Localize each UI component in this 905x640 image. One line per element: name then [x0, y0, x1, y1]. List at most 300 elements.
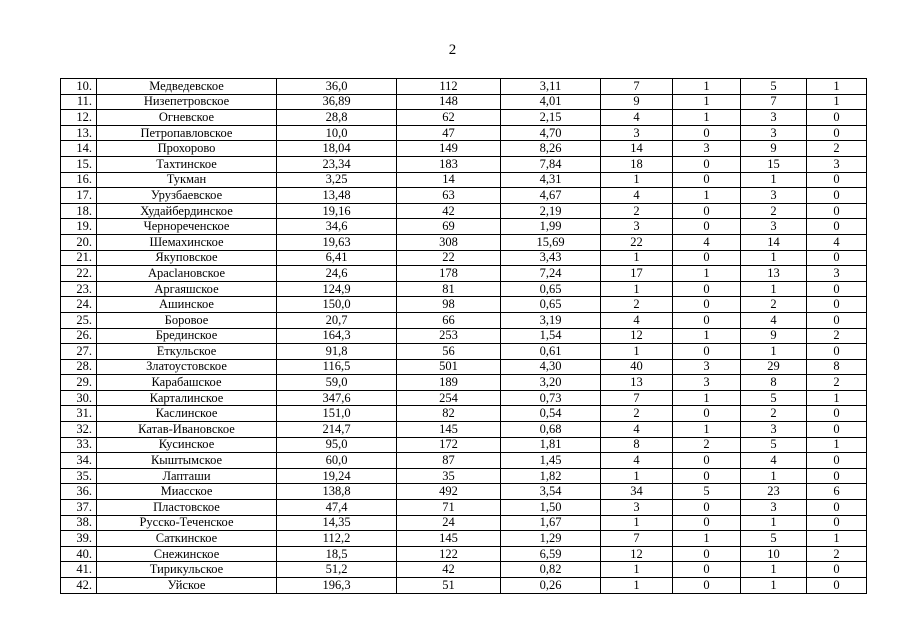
- row-c3-cell: 8: [807, 359, 867, 375]
- row-area-cell: 164,3: [277, 328, 397, 344]
- row-c1-cell: 5: [673, 484, 741, 500]
- row-area-cell: 138,8: [277, 484, 397, 500]
- row-total-cell: 3: [601, 500, 673, 516]
- row-index-cell: 41.: [61, 562, 97, 578]
- row-index-cell: 11.: [61, 94, 97, 110]
- row-c2-cell: 5: [741, 79, 807, 95]
- row-area-cell: 214,7: [277, 422, 397, 438]
- row-index-cell: 12.: [61, 110, 97, 126]
- row-c3-cell: 3: [807, 266, 867, 282]
- row-index-cell: 23.: [61, 281, 97, 297]
- row-index-cell: 33.: [61, 437, 97, 453]
- row-c2-cell: 2: [741, 297, 807, 313]
- row-count-cell: 308: [397, 234, 501, 250]
- table-row: [61, 79, 867, 95]
- row-density-cell: 4,01: [501, 94, 601, 110]
- row-area-cell: 18,5: [277, 546, 397, 562]
- row-c3-cell: 0: [807, 422, 867, 438]
- row-total-cell: 1: [601, 172, 673, 188]
- row-c3-cell: 0: [807, 125, 867, 141]
- row-count-cell: 22: [397, 250, 501, 266]
- row-name-cell: Пластовское: [97, 500, 277, 516]
- row-total-cell: 40: [601, 359, 673, 375]
- row-density-cell: 4,30: [501, 359, 601, 375]
- row-c1-cell: 3: [673, 359, 741, 375]
- row-c3-cell: 2: [807, 546, 867, 562]
- row-c3-cell: 1: [807, 94, 867, 110]
- row-c3-cell: 0: [807, 297, 867, 313]
- row-count-cell: 35: [397, 468, 501, 484]
- row-name-cell: Кусинское: [97, 437, 277, 453]
- row-area-cell: 13,48: [277, 188, 397, 204]
- row-area-cell: 19,24: [277, 468, 397, 484]
- row-index-cell: 30.: [61, 390, 97, 406]
- row-c1-cell: 0: [673, 250, 741, 266]
- row-c3-cell: 1: [807, 531, 867, 547]
- row-c2-cell: 4: [741, 453, 807, 469]
- row-c3-cell: 0: [807, 281, 867, 297]
- row-density-cell: 3,20: [501, 375, 601, 391]
- row-c2-cell: 3: [741, 219, 807, 235]
- row-index-cell: 20.: [61, 234, 97, 250]
- row-c1-cell: 1: [673, 422, 741, 438]
- row-total-cell: 4: [601, 110, 673, 126]
- row-c2-cell: 15: [741, 156, 807, 172]
- row-c1-cell: 1: [673, 79, 741, 95]
- table-row: [61, 531, 867, 547]
- row-c2-cell: 1: [741, 250, 807, 266]
- row-count-cell: 81: [397, 281, 501, 297]
- row-area-cell: 51,2: [277, 562, 397, 578]
- row-density-cell: 0,65: [501, 297, 601, 313]
- row-density-cell: 3,11: [501, 79, 601, 95]
- row-name-cell: Златоустовское: [97, 359, 277, 375]
- row-c1-cell: 0: [673, 406, 741, 422]
- row-c1-cell: 0: [673, 312, 741, 328]
- row-name-cell: Огневское: [97, 110, 277, 126]
- row-c2-cell: 14: [741, 234, 807, 250]
- row-total-cell: 7: [601, 390, 673, 406]
- row-density-cell: 1,54: [501, 328, 601, 344]
- row-total-cell: 12: [601, 328, 673, 344]
- row-count-cell: 253: [397, 328, 501, 344]
- row-count-cell: 42: [397, 562, 501, 578]
- row-c1-cell: 0: [673, 281, 741, 297]
- row-count-cell: 122: [397, 546, 501, 562]
- row-c1-cell: 3: [673, 141, 741, 157]
- row-density-cell: 1,45: [501, 453, 601, 469]
- table-row: [61, 125, 867, 141]
- row-area-cell: 19,16: [277, 203, 397, 219]
- row-c2-cell: 7: [741, 94, 807, 110]
- row-total-cell: 17: [601, 266, 673, 282]
- row-name-cell: Еткульское: [97, 344, 277, 360]
- row-count-cell: 189: [397, 375, 501, 391]
- row-c1-cell: 0: [673, 125, 741, 141]
- row-count-cell: 145: [397, 422, 501, 438]
- row-c2-cell: 9: [741, 141, 807, 157]
- row-c2-cell: 1: [741, 515, 807, 531]
- row-total-cell: 4: [601, 422, 673, 438]
- row-c2-cell: 1: [741, 172, 807, 188]
- row-c2-cell: 1: [741, 344, 807, 360]
- row-total-cell: 22: [601, 234, 673, 250]
- row-c2-cell: 2: [741, 203, 807, 219]
- row-c1-cell: 0: [673, 500, 741, 516]
- row-index-cell: 42.: [61, 578, 97, 594]
- table-row: [61, 141, 867, 157]
- row-density-cell: 3,43: [501, 250, 601, 266]
- row-c3-cell: 0: [807, 453, 867, 469]
- row-c3-cell: 0: [807, 500, 867, 516]
- row-index-cell: 24.: [61, 297, 97, 313]
- row-c2-cell: 4: [741, 312, 807, 328]
- row-index-cell: 37.: [61, 500, 97, 516]
- row-c2-cell: 3: [741, 500, 807, 516]
- row-area-cell: 6,41: [277, 250, 397, 266]
- row-name-cell: Уйское: [97, 578, 277, 594]
- row-count-cell: 24: [397, 515, 501, 531]
- row-area-cell: 91,8: [277, 344, 397, 360]
- row-area-cell: 18,04: [277, 141, 397, 157]
- row-name-cell: Прохорово: [97, 141, 277, 157]
- row-name-cell: Каслинское: [97, 406, 277, 422]
- row-count-cell: 56: [397, 344, 501, 360]
- row-density-cell: 4,67: [501, 188, 601, 204]
- row-count-cell: 149: [397, 141, 501, 157]
- table-row: [61, 344, 867, 360]
- row-density-cell: 2,15: [501, 110, 601, 126]
- row-name-cell: Снежинское: [97, 546, 277, 562]
- table-row: [61, 172, 867, 188]
- row-name-cell: Худайбердинское: [97, 203, 277, 219]
- row-index-cell: 22.: [61, 266, 97, 282]
- row-density-cell: 1,50: [501, 500, 601, 516]
- row-c1-cell: 0: [673, 562, 741, 578]
- row-c3-cell: 0: [807, 562, 867, 578]
- table-row: [61, 203, 867, 219]
- row-c3-cell: 0: [807, 110, 867, 126]
- row-area-cell: 20,7: [277, 312, 397, 328]
- row-c1-cell: 0: [673, 203, 741, 219]
- row-area-cell: 95,0: [277, 437, 397, 453]
- row-index-cell: 38.: [61, 515, 97, 531]
- row-c1-cell: 2: [673, 437, 741, 453]
- row-c1-cell: 4: [673, 234, 741, 250]
- table-row: [61, 375, 867, 391]
- table-row: [61, 562, 867, 578]
- row-area-cell: 34,6: [277, 219, 397, 235]
- row-name-cell: Карталинское: [97, 390, 277, 406]
- row-count-cell: 145: [397, 531, 501, 547]
- table-row: [61, 500, 867, 516]
- table-row: [61, 266, 867, 282]
- row-c3-cell: 0: [807, 172, 867, 188]
- row-density-cell: 0,65: [501, 281, 601, 297]
- row-density-cell: 1,67: [501, 515, 601, 531]
- table-row: [61, 110, 867, 126]
- row-index-cell: 32.: [61, 422, 97, 438]
- row-c2-cell: 1: [741, 562, 807, 578]
- row-total-cell: 1: [601, 562, 673, 578]
- row-index-cell: 28.: [61, 359, 97, 375]
- row-count-cell: 82: [397, 406, 501, 422]
- row-total-cell: 1: [601, 281, 673, 297]
- table-row: [61, 422, 867, 438]
- table-row: [61, 484, 867, 500]
- row-c1-cell: 1: [673, 390, 741, 406]
- row-c2-cell: 8: [741, 375, 807, 391]
- row-density-cell: 1,99: [501, 219, 601, 235]
- row-c2-cell: 1: [741, 468, 807, 484]
- row-c2-cell: 1: [741, 578, 807, 594]
- table-row: [61, 578, 867, 594]
- table-row: [61, 453, 867, 469]
- row-name-cell: Миасское: [97, 484, 277, 500]
- row-name-cell: Саткинское: [97, 531, 277, 547]
- row-count-cell: 178: [397, 266, 501, 282]
- row-name-cell: Тахтинское: [97, 156, 277, 172]
- row-name-cell: Низепетровское: [97, 94, 277, 110]
- row-total-cell: 1: [601, 515, 673, 531]
- row-total-cell: 1: [601, 468, 673, 484]
- row-c3-cell: 1: [807, 437, 867, 453]
- row-area-cell: 60,0: [277, 453, 397, 469]
- row-total-cell: 4: [601, 188, 673, 204]
- row-c1-cell: 0: [673, 453, 741, 469]
- row-c3-cell: 1: [807, 390, 867, 406]
- row-count-cell: 112: [397, 79, 501, 95]
- row-density-cell: 0,68: [501, 422, 601, 438]
- row-c3-cell: 0: [807, 250, 867, 266]
- row-c1-cell: 1: [673, 188, 741, 204]
- row-density-cell: 1,29: [501, 531, 601, 547]
- row-area-cell: 14,35: [277, 515, 397, 531]
- row-c3-cell: 6: [807, 484, 867, 500]
- table-row: [61, 359, 867, 375]
- row-total-cell: 2: [601, 406, 673, 422]
- row-area-cell: 28,8: [277, 110, 397, 126]
- row-density-cell: 7,24: [501, 266, 601, 282]
- row-total-cell: 1: [601, 250, 673, 266]
- row-area-cell: 10,0: [277, 125, 397, 141]
- row-count-cell: 14: [397, 172, 501, 188]
- row-total-cell: 34: [601, 484, 673, 500]
- row-c1-cell: 1: [673, 266, 741, 282]
- row-total-cell: 9: [601, 94, 673, 110]
- row-name-cell: Медведевское: [97, 79, 277, 95]
- table-body: [61, 79, 867, 594]
- row-c3-cell: 2: [807, 141, 867, 157]
- row-name-cell: Карабашское: [97, 375, 277, 391]
- row-index-cell: 29.: [61, 375, 97, 391]
- row-name-cell: Катав-Ивановское: [97, 422, 277, 438]
- row-count-cell: 183: [397, 156, 501, 172]
- row-total-cell: 2: [601, 297, 673, 313]
- row-area-cell: 150,0: [277, 297, 397, 313]
- row-name-cell: Тукман: [97, 172, 277, 188]
- row-density-cell: 7,84: [501, 156, 601, 172]
- row-count-cell: 87: [397, 453, 501, 469]
- row-name-cell: Урузбаевское: [97, 188, 277, 204]
- row-density-cell: 4,70: [501, 125, 601, 141]
- row-c1-cell: 1: [673, 531, 741, 547]
- row-c1-cell: 0: [673, 344, 741, 360]
- row-density-cell: 6,59: [501, 546, 601, 562]
- row-index-cell: 34.: [61, 453, 97, 469]
- page-number: 2: [448, 42, 457, 58]
- row-density-cell: 1,81: [501, 437, 601, 453]
- row-c3-cell: 0: [807, 578, 867, 594]
- row-density-cell: 1,82: [501, 468, 601, 484]
- row-c2-cell: 3: [741, 125, 807, 141]
- row-name-cell: Шемахинское: [97, 234, 277, 250]
- table-row: [61, 437, 867, 453]
- row-name-cell: Брединское: [97, 328, 277, 344]
- row-name-cell: Лапташи: [97, 468, 277, 484]
- row-total-cell: 13: [601, 375, 673, 391]
- row-area-cell: 151,0: [277, 406, 397, 422]
- row-name-cell: Якуповское: [97, 250, 277, 266]
- row-c1-cell: 0: [673, 546, 741, 562]
- row-area-cell: 347,6: [277, 390, 397, 406]
- row-index-cell: 25.: [61, 312, 97, 328]
- row-area-cell: 23,34: [277, 156, 397, 172]
- row-area-cell: 196,3: [277, 578, 397, 594]
- row-total-cell: 18: [601, 156, 673, 172]
- row-density-cell: 15,69: [501, 234, 601, 250]
- row-c2-cell: 5: [741, 437, 807, 453]
- row-area-cell: 116,5: [277, 359, 397, 375]
- row-c2-cell: 3: [741, 422, 807, 438]
- row-area-cell: 19,63: [277, 234, 397, 250]
- row-name-cell: Арасlановское: [97, 266, 277, 282]
- row-count-cell: 148: [397, 94, 501, 110]
- row-total-cell: 7: [601, 79, 673, 95]
- row-count-cell: 172: [397, 437, 501, 453]
- row-total-cell: 4: [601, 453, 673, 469]
- table-row: [61, 250, 867, 266]
- row-c3-cell: 0: [807, 344, 867, 360]
- table-row: [61, 188, 867, 204]
- row-c2-cell: 5: [741, 390, 807, 406]
- table-row: [61, 297, 867, 313]
- row-c2-cell: 3: [741, 110, 807, 126]
- row-c1-cell: 3: [673, 375, 741, 391]
- row-area-cell: 3,25: [277, 172, 397, 188]
- row-index-cell: 15.: [61, 156, 97, 172]
- row-density-cell: 0,61: [501, 344, 601, 360]
- row-density-cell: 2,19: [501, 203, 601, 219]
- row-count-cell: 42: [397, 203, 501, 219]
- row-density-cell: 0,26: [501, 578, 601, 594]
- row-name-cell: Русско-Теченское: [97, 515, 277, 531]
- row-c3-cell: 3: [807, 156, 867, 172]
- row-c2-cell: 23: [741, 484, 807, 500]
- row-index-cell: 27.: [61, 344, 97, 360]
- row-c3-cell: 0: [807, 203, 867, 219]
- row-c2-cell: 9: [741, 328, 807, 344]
- row-density-cell: 8,26: [501, 141, 601, 157]
- row-c1-cell: 1: [673, 94, 741, 110]
- row-c3-cell: 0: [807, 188, 867, 204]
- row-c1-cell: 0: [673, 578, 741, 594]
- row-c1-cell: 0: [673, 219, 741, 235]
- row-c3-cell: 2: [807, 328, 867, 344]
- table-row: [61, 312, 867, 328]
- row-c2-cell: 5: [741, 531, 807, 547]
- table-row: [61, 406, 867, 422]
- row-total-cell: 2: [601, 203, 673, 219]
- row-total-cell: 4: [601, 312, 673, 328]
- row-count-cell: 66: [397, 312, 501, 328]
- row-total-cell: 14: [601, 141, 673, 157]
- row-name-cell: Кыштымское: [97, 453, 277, 469]
- row-index-cell: 39.: [61, 531, 97, 547]
- row-total-cell: 3: [601, 219, 673, 235]
- row-count-cell: 63: [397, 188, 501, 204]
- row-index-cell: 18.: [61, 203, 97, 219]
- row-index-cell: 26.: [61, 328, 97, 344]
- row-c3-cell: 2: [807, 375, 867, 391]
- row-c1-cell: 0: [673, 468, 741, 484]
- row-c2-cell: 10: [741, 546, 807, 562]
- row-c3-cell: 0: [807, 406, 867, 422]
- row-c3-cell: 0: [807, 515, 867, 531]
- row-c3-cell: 0: [807, 312, 867, 328]
- row-count-cell: 98: [397, 297, 501, 313]
- row-c1-cell: 1: [673, 328, 741, 344]
- row-total-cell: 7: [601, 531, 673, 547]
- row-name-cell: Ашинское: [97, 297, 277, 313]
- row-count-cell: 51: [397, 578, 501, 594]
- row-index-cell: 14.: [61, 141, 97, 157]
- row-count-cell: 492: [397, 484, 501, 500]
- row-c2-cell: 13: [741, 266, 807, 282]
- row-density-cell: 3,54: [501, 484, 601, 500]
- table-row: [61, 515, 867, 531]
- row-c2-cell: 3: [741, 188, 807, 204]
- row-name-cell: Чернореченское: [97, 219, 277, 235]
- row-count-cell: 62: [397, 110, 501, 126]
- row-area-cell: 124,9: [277, 281, 397, 297]
- row-area-cell: 36,89: [277, 94, 397, 110]
- row-area-cell: 59,0: [277, 375, 397, 391]
- row-density-cell: 0,73: [501, 390, 601, 406]
- row-count-cell: 69: [397, 219, 501, 235]
- row-total-cell: 8: [601, 437, 673, 453]
- row-index-cell: 16.: [61, 172, 97, 188]
- row-c3-cell: 4: [807, 234, 867, 250]
- row-density-cell: 0,54: [501, 406, 601, 422]
- table-row: [61, 468, 867, 484]
- row-total-cell: 12: [601, 546, 673, 562]
- row-count-cell: 47: [397, 125, 501, 141]
- table-row: [61, 546, 867, 562]
- row-index-cell: 35.: [61, 468, 97, 484]
- row-area-cell: 36,0: [277, 79, 397, 95]
- row-c1-cell: 0: [673, 156, 741, 172]
- row-count-cell: 254: [397, 390, 501, 406]
- row-index-cell: 36.: [61, 484, 97, 500]
- row-c1-cell: 0: [673, 515, 741, 531]
- row-c3-cell: 0: [807, 468, 867, 484]
- table-row: [61, 390, 867, 406]
- row-index-cell: 10.: [61, 79, 97, 95]
- data-table: [60, 78, 867, 594]
- row-total-cell: 1: [601, 578, 673, 594]
- row-area-cell: 47,4: [277, 500, 397, 516]
